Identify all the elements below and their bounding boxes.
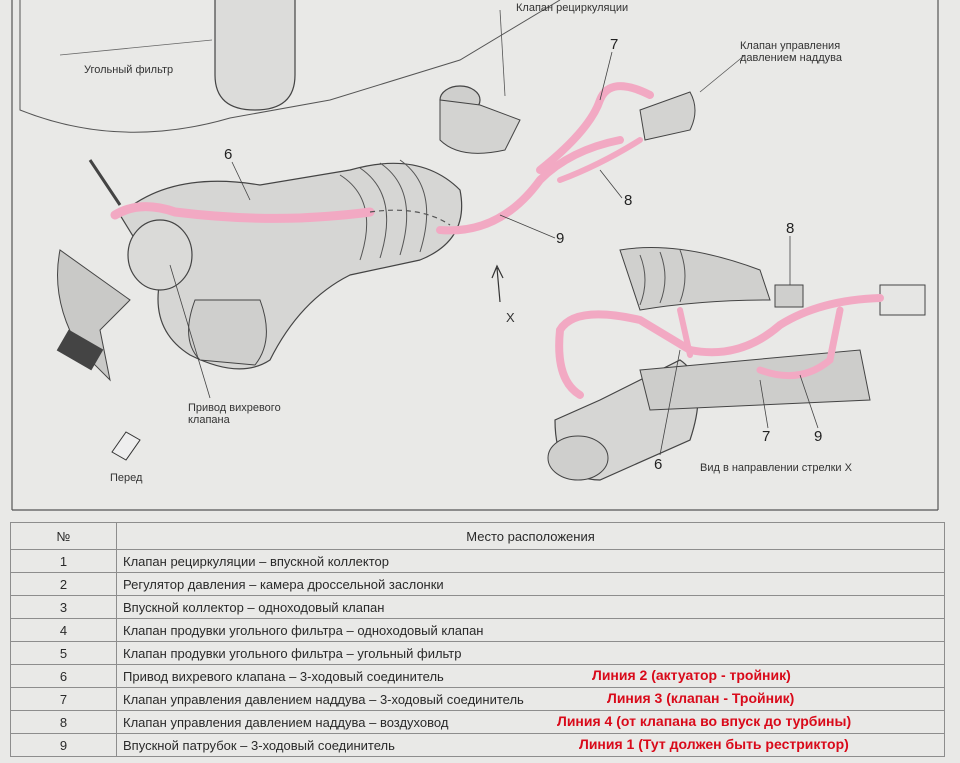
row-number: 9 bbox=[11, 734, 117, 757]
header-location: Место расположения bbox=[117, 523, 945, 550]
label-recirculation-valve: Клапан рециркуляции bbox=[516, 2, 629, 14]
hose-location-table bbox=[10, 522, 945, 757]
row-number: 7 bbox=[11, 688, 117, 711]
right-view-duct bbox=[620, 248, 770, 311]
filter-leader bbox=[60, 40, 212, 55]
row-location-cell bbox=[117, 665, 945, 688]
table-row bbox=[11, 619, 945, 642]
label-swirl-actuator-2: клапана bbox=[188, 414, 230, 426]
row-number: 8 bbox=[11, 711, 117, 734]
right-view-pipe-end bbox=[548, 436, 608, 480]
number-9-bottom: 9 bbox=[814, 428, 823, 445]
number-8-right: 8 bbox=[786, 220, 795, 237]
row-location-cell bbox=[117, 619, 945, 642]
table-row bbox=[11, 550, 945, 573]
row-location-cell bbox=[117, 596, 945, 619]
table-row bbox=[11, 642, 945, 665]
label-swirl-actuator-1: Привод вихревого bbox=[188, 402, 281, 414]
row-location: Клапан продувки угольного фильтра – одноходовый клапан bbox=[123, 622, 484, 638]
hose-line-1 bbox=[440, 140, 620, 230]
table-row bbox=[11, 734, 945, 757]
row-location: Впускной патрубок – 3-ходовый соединитель bbox=[123, 737, 395, 753]
number-6-left: 6 bbox=[224, 146, 233, 163]
table-row bbox=[11, 688, 945, 711]
row-red-note: Линия 1 (Тут должен быть рестриктор) bbox=[579, 736, 849, 752]
intake-pipe-lower bbox=[189, 300, 267, 365]
row-location: Впускной коллектор – одноходовый клапан bbox=[123, 599, 385, 615]
boost-valve-leader bbox=[700, 55, 745, 92]
row-red-note: Линия 2 (актуатор - тройник) bbox=[592, 667, 791, 683]
front-arrow-icon bbox=[112, 432, 140, 460]
row-location: Клапан управления давлением наддува – 3-ходовый соединитель bbox=[123, 691, 524, 707]
row-number: 1 bbox=[11, 550, 117, 573]
label-boost-valve-2: давлением наддува bbox=[740, 52, 842, 64]
table-body bbox=[11, 550, 945, 757]
row-number: 5 bbox=[11, 642, 117, 665]
row-location-cell bbox=[117, 573, 945, 596]
number-7-bottom: 7 bbox=[762, 428, 771, 445]
row-red-note: Линия 3 (клапан - Тройник) bbox=[607, 690, 795, 706]
row-location: Клапан продувки угольного фильтра – угольный фильтр bbox=[123, 645, 462, 661]
row-location: Привод вихревого клапана – 3-ходовый соединитель bbox=[123, 668, 444, 684]
number-9-left: 9 bbox=[556, 230, 565, 247]
row-location-cell bbox=[117, 711, 945, 734]
header-number: № bbox=[11, 523, 117, 550]
recirculation-valve-body bbox=[440, 100, 520, 153]
boost-control-valve bbox=[640, 92, 695, 140]
row-location: Клапан управления давлением наддува – воздуховод bbox=[123, 714, 449, 730]
table-row bbox=[11, 596, 945, 619]
row-number: 6 bbox=[11, 665, 117, 688]
hose-line-3 bbox=[540, 86, 650, 170]
row-number: 3 bbox=[11, 596, 117, 619]
view-arrow-x bbox=[492, 266, 503, 302]
right-view-boost-valve bbox=[775, 285, 803, 307]
label-arrow-x: X bbox=[506, 310, 515, 325]
right-view-connector bbox=[880, 285, 925, 315]
label-boost-valve-1: Клапан управления bbox=[740, 40, 841, 52]
number-7-top: 7 bbox=[610, 36, 619, 53]
label-charcoal-filter: Угольный фильтр bbox=[84, 64, 174, 76]
row-number: 4 bbox=[11, 619, 117, 642]
table-row bbox=[11, 665, 945, 688]
hose-location-table-wrapper bbox=[10, 522, 945, 762]
row-location-cell bbox=[117, 550, 945, 573]
table-header-row bbox=[11, 523, 945, 550]
number-8-top: 8 bbox=[624, 192, 633, 209]
label-front: Перед bbox=[110, 472, 143, 484]
row-red-note: Линия 4 (от клапана во впуск до турбины) bbox=[557, 713, 852, 729]
row-number: 2 bbox=[11, 573, 117, 596]
number-6-bottom: 6 bbox=[654, 456, 663, 473]
row-location: Регулятор давления – камера дроссельной заслонки bbox=[123, 576, 444, 592]
charcoal-filter-canister bbox=[215, 0, 295, 110]
row-location-cell bbox=[117, 734, 945, 757]
row-location: Клапан рециркуляции – впускной коллектор bbox=[123, 553, 389, 569]
table-row bbox=[11, 573, 945, 596]
row-location-cell bbox=[117, 642, 945, 665]
label-view-x: Вид в направлении стрелки X bbox=[700, 462, 852, 474]
swirl-actuator-body bbox=[128, 220, 192, 290]
actuator-rod bbox=[90, 160, 120, 205]
table-row bbox=[11, 711, 945, 734]
recirc-leader bbox=[500, 10, 505, 96]
row-location-cell bbox=[117, 688, 945, 711]
